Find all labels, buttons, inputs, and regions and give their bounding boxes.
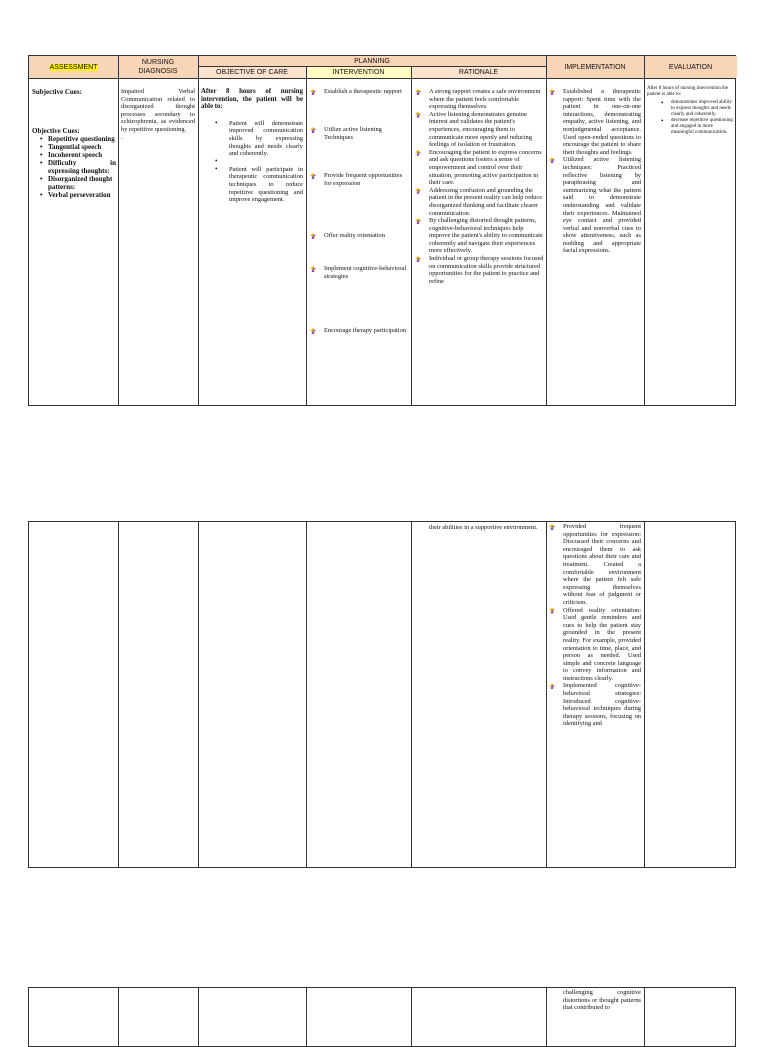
intervention-item: Establish a therapeutic rapport [310,88,408,126]
intervention-item: Encourage therapy participation [310,327,408,335]
implementation-item: Established a therapeutic rapport: Spent time with the patient in one-on-one interactions, demonstrating empathy, active listening, and nonjudgmental acceptance. Used open-ended questions to encourage the patient to share their thoughts and feelings. [549,88,641,156]
evaluation-item: • decrease repetitive questioning and engaged in more meaningful communication. [659,118,735,136]
implementation-cell [549,88,641,255]
rationale-cell [415,88,544,285]
rationale-list [415,88,544,285]
objective-item: • Patient will participate in therapeutic communication techniques to reduce repetitive questioning and improve engagement. [213,166,303,204]
objective-cue-item: • Tangential speech [38,143,116,151]
intervention-list [310,88,408,335]
rationale-item: Active listening demonstrates genuine interest and validates the patient's experiences, encouraging them to communicate more openly and reducing feelings of isolation or frustration. [415,111,544,149]
objective-list [201,120,303,204]
rationale-continued: their abilities in a supportive environment. [429,524,538,531]
diagnosis-text: Impaired Verbal Communication related to disorganized thought processes secondary to schizophrenia, as evidenced by repetitive questioning. [121,88,195,133]
header-planning: PLANNING [198,56,546,67]
evaluation-cell [647,86,735,136]
header-implementation: IMPLEMENTATION [546,56,644,78]
implementation-list [549,88,641,255]
header-nursing-diagnosis: NURSING DIAGNOSIS [118,56,198,78]
objective-of-care-cell [201,88,303,204]
care-plan-table-page2 [28,521,736,868]
nursing-diagnosis-cell [121,88,195,141]
implementation-item: Provided frequent opportunities for expression: Discussed their concerns and encouraged them to ask questions about their care and treatment. Created a comfortable environment where the patient felt safe expressing themselves without fear of judgment or criticism. [549,523,641,607]
diagnosis-dot: . [121,133,123,141]
implementation-item: Offered reality orientation: Used gentle reminders and cues to help the patient stay grounded in the present reality. For example, provided orientation to time, place, and person as needed. Used simple and concrete language to convey information and instructions clearly. [549,607,641,683]
assessment-cell [32,88,116,199]
rationale-item: Encouraging the patient to express concerns and ask questions fosters a sense of empowerment and control over their situation, promoting active participation in their care. [415,149,544,187]
implementation-continued-cell [549,523,641,728]
implementation-item: Utilized active listening techniques: Practiced reflective listening by paraphrasing and summarizing what the patient said to demonstrate understanding and validate their experiences. Maintained eye contact and provided verbal and nonverbal cues to show attentiveness, such as nodding and appropriate facial expressions. [549,156,641,255]
objective-cues-list [38,135,116,199]
evaluation-list [647,100,735,136]
rationale-item: A strong rapport creates a safe environment where the patient feels comfortable expressing themselves [415,88,544,111]
intervention-cell [310,88,408,335]
implementation-continued2-cell [563,989,641,1012]
objective-cue-item: • Verbal perseveration [38,191,116,199]
subjective-cues-title: Subjective Cues: [32,88,82,96]
header-rationale: RATIONALE [411,67,546,78]
intervention-item: Provide frequent opportunities for expression [310,172,408,232]
evaluation-item: • demonstrates improved ability to express thoughts and needs clearly and coherently. [659,100,735,118]
rationale-item: Addressing confusion and grounding the patient in the present reality can help reduce disorganized thinking and facilitate clearer communication. [415,187,544,217]
care-plan-table-page1 [28,55,736,406]
intervention-item: Utilize active listening Techniques [310,126,408,172]
rationale-item: By challenging distorted thought patterns, cognitive-behavioral techniques help improve the patient's ability to communicate coherently and navigate their experiences more effectively. [415,217,544,255]
objective-cues-title: Objective Cues: [32,127,80,135]
intervention-item: Implement cognitive-behavioral strategies [310,265,408,327]
implementation-continued2: challenging cognitive distortions or thought patterns that contributed to [563,989,641,1012]
objective-cue-item: • Incoherent speech [38,151,116,159]
implementation-continued-list [549,523,641,728]
header-assessment [29,56,118,78]
header-assessment-label: ASSESSMENT [49,63,98,71]
evaluation-intro: After 8 hours of nursing intervention the patient is able to: [647,86,729,97]
objective-cue-item: • Disorganized thought patterns: [38,175,116,191]
objective-item: • Patient will demonstrate improved communication skills by expressing thoughts and needs clearly and coherently. [213,120,303,158]
header-objective-of-care: OBJECTIVE OF CARE [198,67,306,78]
implementation-item: Implemented cognitive-behavioral strategies: Introduced cognitive-behavioral techniques during therapy sessions, focusing on identifying and [549,682,641,728]
objective-cue-item: • Repetitive questioning [38,135,116,143]
rationale-continued-cell [429,524,543,532]
header-evaluation: EVALUATION [644,56,737,78]
header-intervention: INTERVENTION [306,67,411,78]
rationale-item: Individual or group therapy sessions focused on communication skills provide structured opportunities for the patient to practice and refine [415,255,544,285]
objective-cue-item: • Difficulty in expressing thoughts: [38,159,116,175]
care-plan-table-page3 [28,987,736,1047]
intervention-item: Offer reality orientation [310,232,408,265]
objective-intro: After 8 hours of nursing intervention, the patient will be able to: [201,88,303,111]
